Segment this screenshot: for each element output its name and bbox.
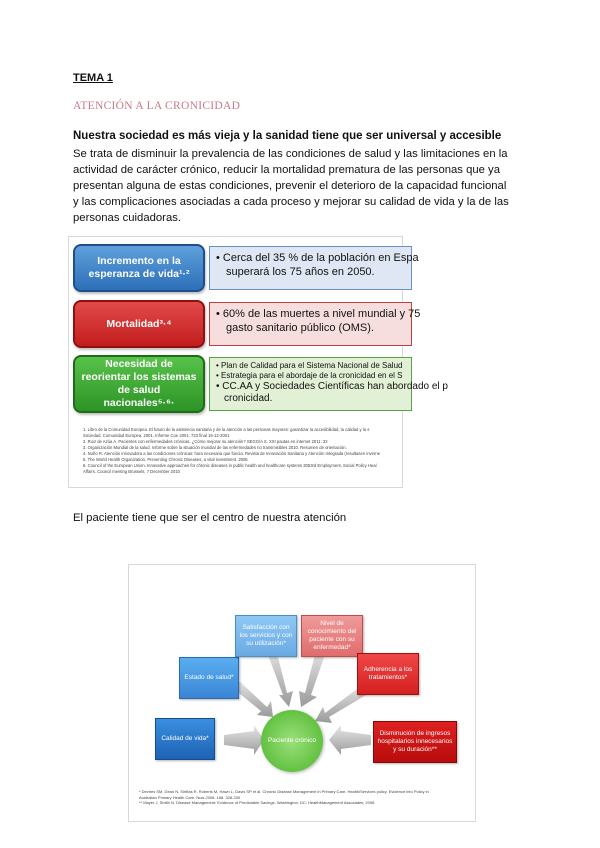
mortalidad-box: Mortalidad³·⁴ bbox=[73, 300, 205, 348]
desc-line: • Plan de Calidad para el Sistema Nacional de Salud bbox=[216, 361, 403, 370]
paragraph-line: actividad de carácter crónico, reducir la mortalidad prematura de las personas que ya bbox=[73, 164, 500, 176]
desc-line: • Cerca del 35 % de la población en Espa bbox=[216, 252, 419, 264]
reference-line: 3. Organización Mundial de la salud. Informe sobre la situación mundial de las enfermedades no transmisibles 2010. Resumen de orientación. bbox=[83, 445, 347, 450]
arrow-right bbox=[329, 725, 371, 755]
reference-line: 4. Nuño R. Atención innovadora a las condiciones crónicas: hora necesaria que funcia. Revista de Innovación Sanitaria y Atención Integrada (resultasen inverne bbox=[83, 451, 381, 456]
paragraph-line: presentan alguna de estas condiciones, prevenir el deterioro de la capacidad funcional bbox=[73, 180, 507, 192]
patient-centered-diagram bbox=[128, 564, 476, 822]
figure-caption: El paciente tiene que ser el centro de nuestra atención bbox=[73, 512, 347, 524]
mortalidad-desc bbox=[209, 302, 421, 346]
conocimiento-box: Nivel de conocimiento del paciente con su enfermedad* bbox=[301, 615, 363, 657]
cronicidad-figure bbox=[68, 236, 448, 488]
sistemas-desc bbox=[209, 357, 448, 411]
figure-row-sistemas bbox=[73, 355, 448, 415]
adherencia-box: Adherencia a los tratamientos* bbox=[357, 653, 419, 695]
desc-line: • Estrategia para el abordaje de la cronicidad en el S bbox=[216, 371, 403, 380]
diagram-references bbox=[139, 789, 471, 806]
disminucion-box: Disminución de ingresos hospitalarios innecesarios y su duración** bbox=[373, 721, 457, 763]
reference-line: 5. The World Health Organization. Preventing Chronic Diseases, a vital investment. 2005 bbox=[83, 457, 248, 462]
section-title: ATENCIÓN A LA CRONICIDAD bbox=[73, 100, 241, 112]
reference-line: 1. Libro de la Comunidad Europea. El futuro de la asistencia sanitaria y de la atención a las personas mayores: garantizar la accesibilidad, la calidad y la s bbox=[83, 427, 370, 432]
reference-line: Affairs. Council meeting Brussels, 7 December 2010 bbox=[83, 469, 180, 474]
figure-row-esperanza bbox=[73, 244, 419, 296]
esperanza-desc bbox=[209, 246, 419, 290]
estado-de-salud-box: Estado de salud* bbox=[179, 657, 239, 699]
lesson-title: TEMA 1 bbox=[73, 72, 113, 84]
reference-line: * Devries SM, Dean N, Siriftas R, Roberts M, Hawn L, Davis SP et al. Chronic Disease Management in Primary Care. Health/Services policy. Evidence into Policy in bbox=[139, 789, 429, 794]
desc-line: • 60% de las muertes a nivel mundial y 75 bbox=[216, 308, 421, 320]
paragraph-line: y las complicaciones asociadas a cada proceso y mejorar su calidad de vida y la de las bbox=[73, 196, 509, 208]
sistemas-box: Necesidad de reorientar los sistemas de salud nacionales⁵·⁶· bbox=[73, 355, 205, 413]
desc-line: superará los 75 años en 2050. bbox=[226, 266, 375, 278]
reference-line: 6. Council of the European Union. Innovative approaches for chronic diseases in public health and healthcare systems 3053rd Employment, Social Policy Heal bbox=[83, 463, 377, 468]
desc-line: • CC.AA y Sociedades Científicas han abordado el p bbox=[216, 381, 448, 392]
desc-line: gasto sanitario público (OMS). bbox=[226, 322, 374, 334]
paragraph-line: Se trata de disminuir la prevalencia de las condiciones de salud y las limitaciones en la bbox=[73, 148, 508, 160]
reference-line: 2. Ruiz de Azúa A. Pacientes con enfermedades crónicas. ¿Cómo mejorar su atención? SEGG/A S. XXI pautas en internet 2011: 32 bbox=[83, 439, 328, 444]
figure-row-mortalidad bbox=[73, 300, 421, 352]
reference-line: Australian Primary Health Care. Nuis 2008. 168. 328-330 bbox=[139, 794, 241, 800]
figure-references bbox=[83, 427, 402, 475]
paragraph-line: personas cuidadoras. bbox=[73, 212, 182, 224]
arrow-left bbox=[224, 725, 264, 755]
desc-line: cronicidad. bbox=[224, 393, 273, 404]
reference-line: Sociedad. Comunidad Europea. 2001. Informe Coe 2001. 723 final 15-12-2001 bbox=[83, 433, 230, 438]
calidad-de-vida-box: Calidad de vida* bbox=[155, 718, 215, 760]
reference-line: ** Mayer J, Smith N. Disease Management: Evidence of Predictable Savings. Washington, DC: HealthManagement Associates; 2008 bbox=[139, 800, 375, 805]
esperanza-box: Incremento en la esperanza de vida¹·² bbox=[73, 244, 205, 292]
paciente-cronico-circle: Paciente crónico bbox=[261, 710, 323, 772]
intro-paragraph bbox=[73, 146, 513, 226]
subheading: Nuestra sociedad es más vieja y la sanidad tiene que ser universal y accesible bbox=[73, 130, 502, 142]
satisfaccion-box: Satisfacción con los servicios y con su utilización* bbox=[235, 615, 297, 657]
